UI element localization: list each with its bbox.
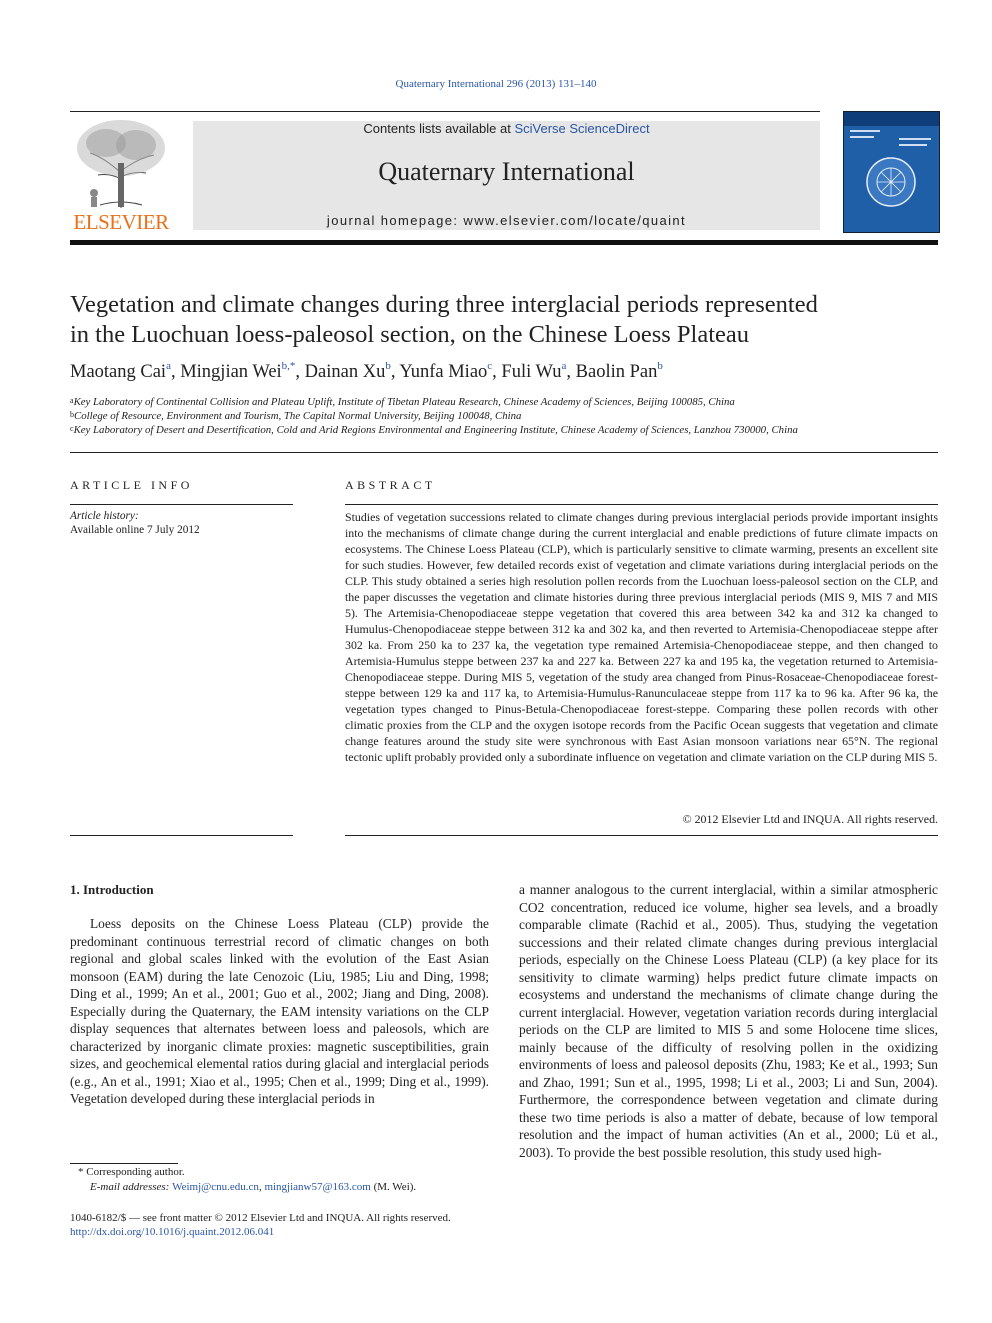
author-affiliation-mark[interactable]: c <box>487 360 493 372</box>
author-list: Maotang Cai$^a$, Mingjian Wei$^{b,*}$, Dainan Xu$^b$, Yunfa Miao$^c$, Fuli Wu$^a$, Baolin Pan$^b$ <box>70 360 663 382</box>
author-affiliation-mark[interactable]: a <box>561 360 567 372</box>
corresponding-author-note: * Corresponding author. <box>78 1166 185 1178</box>
author-affiliation-mark[interactable]: b,* <box>281 360 296 372</box>
title-line-2: in the Luochuan loess-paleosol section, on the Chinese Loess Plateau <box>70 321 750 348</box>
title-line-1: Vegetation and climate changes during three interglacial periods represented <box>70 291 818 318</box>
journal-homepage[interactable]: journal homepage: www.elsevier.com/locate/quaint <box>326 213 687 228</box>
journal-cover-image <box>843 111 940 233</box>
author-affiliation-mark[interactable]: a <box>166 360 171 372</box>
author-name[interactable]: Yunfa Miao <box>399 362 488 382</box>
abstract-copyright: © 2012 Elsevier Ltd and INQUA. All rights reserved. <box>682 812 938 826</box>
article-info-bottom-rule <box>70 835 293 836</box>
header-rule-top <box>70 111 820 112</box>
affiliation-text: Key Laboratory of Continental Collision and Plateau Uplift, Institute of Tibetan Plateau Research, Chinese Academy of Sciences, Beijing 100085, China <box>73 396 735 408</box>
affiliation-mark: a <box>70 396 74 405</box>
abstract-heading: ABSTRACT <box>345 478 436 492</box>
issn-line: 1040-6182/$ — see front matter © 2012 Elsevier Ltd and INQUA. All rights reserved. <box>70 1212 451 1224</box>
abstract-bottom-rule <box>345 835 938 836</box>
article-title <box>70 290 950 350</box>
article-info-heading: ARTICLE INFO <box>70 478 193 492</box>
author-affiliation-mark[interactable]: b <box>657 360 663 372</box>
journal-title: Quaternary International <box>378 157 635 186</box>
author-affiliation-mark[interactable]: b <box>385 360 391 372</box>
affiliation-b <box>70 410 950 422</box>
affiliation-text: College of Resource, Environment and Tourism, The Capital Normal University, Beijing 100048, China <box>74 410 522 422</box>
email-link-1[interactable]: Weimj@cnu.edu.cn <box>172 1181 259 1193</box>
author-name[interactable]: Baolin Pan <box>575 362 658 382</box>
intro-column-2: a manner analogous to the current interglacial, within a similar atmospheric CO2 concentration, reduced ice volume, higher sea levels, and a broadly comparable climate (Rachid et al., 2005). Thus, studying the vegetation successions and their related climate changes during previous interglacial periods, especially on the Chinese Loess Plateau (CLP) (a key place for its sensitivity to climate warming) helps predict future climate impacts on ecosystems and understand the mechanisms of climate change during the current interglacial. However, vegetation variation records during interglacial periods on the CLP are limited to MIS 5 and some Holocene time slices, mainly because of the difficulty of resolving pollen in the oxidizing environments of loess and paleosol deposits (Zhu, 1983; Ke et al., 1993; Sun and Zhao, 1991; Sun et al., 1995, 1998; Li et al., 2003; Li and Sun, 2004). Furthermore, the correspondence between vegetation and climate during these two time periods is also a matter of debate, because of low temporal resolution and the impact of human activities (An et al., 2000; Lü et al., 2003). To provide the best possible resolution, this study used high- <box>519 882 938 1160</box>
article-history-label: Article history: <box>70 510 139 522</box>
affiliation-c <box>70 424 950 436</box>
intro-column-1: Loess deposits on the Chinese Loess Plateau (CLP) provide the predominant continuous terrestrial record of climatic changes on both regional and global scales linked with the evolution of the East Asian monsoon (EAM) during the late Cenozoic (Liu, 1985; Liu and Ding, 1998; Ding et al., 1999; An et al., 2001; Guo et al., 2002; Jiang and Ding, 2008). Especially during the Quaternary, the EAM intensity variations on the CLP display sequences that alternates between loess and paleosols, which are characterized by inorganic climate proxies: magnetic susceptibilities, grain sizes, and geochemical elemental ratios during glacial and interglacial periods (e.g., An et al., 1991; Xiao et al., 1995; Chen et al., 1999; Ding et al., 1999). Vegetation developed during these interglacial periods in <box>70 916 489 1106</box>
footnote-rule <box>70 1163 178 1164</box>
affiliation-a <box>70 396 950 408</box>
sciencedirect-link[interactable]: SciVerse ScienceDirect <box>514 121 650 136</box>
doi-link[interactable]: http://dx.doi.org/10.1016/j.quaint.2012.06.041 <box>70 1226 275 1238</box>
article-history-value: Available online 7 July 2012 <box>70 524 200 536</box>
elsevier-wordmark: ELSEVIER <box>73 210 169 234</box>
abstract-rule <box>345 504 938 505</box>
affiliation-mark: b <box>70 410 74 419</box>
abstract-text: Studies of vegetation successions related to climate changes during previous interglacial periods provide important insights into the mechanisms of climate change during the current interglacial and enable predictions of future climate impacts on ecosystems. The Chinese Loess Plateau (CLP), which is particularly sensitive to climate warming, presents an excellent site for such studies. However, few detailed records exist of vegetation and climate variations during interglacial periods on the CLP. This study obtained a series high resolution pollen records from the Luochuan loess-paleosol section on the CLP, and the paper discusses the vegetation and climate histories during three previous interglacial periods (MIS 9, MIS 7 and MIS 5). The Artemisia-Chenopodiaceae steppe vegetation that covered this area between 342 ka and 312 ka changed to Humulus-Chenopodiaceae steppe between 312 ka and 302 ka, and then reverted to Artemisia-Chenopodiaceae steppe after 302 ka. From 250 ka to 237 ka, the vegetation type remained Artemisia-Chenopodiaceae steppe, and then changed to Artemisia-Humulus steppe between 237 ka and 227 ka. Between 227 ka and 195 ka, the vegetation returned to Artemisia-Chenopodiaceae steppe. During MIS 5, vegetation of the study area changed from Pinus-Rosaceae-Chenopodiaceae forest-steppe between 129 ka and 117 ka, to Artemisia-Humulus-Ranunculaceae steppe from 117 ka to 96 ka. After 96 ka, the vegetation types changed to Pinus-Betula-Chenopodiaceae forest-steppe. Comparing these pollen records with other climatic proxies from the CLP and the oxygen isotope records from the Pacific Ocean suggests that vegetation and climate change features around the study site were synchronous with East Asian monsoon variations near 65°N. The regional tectonic uplift probably provided only a subordinate influence on vegetation and climate variation on the CLP during MIS 5. <box>345 510 938 764</box>
header-rule-bottom <box>70 240 938 245</box>
article-info-rule <box>70 504 293 505</box>
affiliation-rule <box>70 452 938 453</box>
email-label: E-mail addresses: <box>90 1181 173 1193</box>
journal-reference[interactable]: Quaternary International 296 (2013) 131–140 <box>395 78 597 90</box>
email-note: E-mail addresses: Weimj@cnu.edu.cn, mingjianw57@163.com (M. Wei). <box>90 1181 417 1193</box>
author-name[interactable]: Maotang Cai <box>70 362 167 382</box>
author-name[interactable]: Fuli Wu <box>501 362 562 382</box>
contents-line <box>193 121 820 136</box>
email-suffix: (M. Wei). <box>370 1181 417 1193</box>
author-name[interactable]: Dainan Xu <box>304 362 386 382</box>
contents-prefix: Contents lists available at <box>363 121 515 136</box>
affiliation-text: Key Laboratory of Desert and Desertification, Cold and Arid Regions Environmental and Engineering Institute, Chinese Academy of Sciences, Lanzhou 730000, China <box>73 424 798 436</box>
email-link-2[interactable]: mingjianw57@163.com <box>264 1181 371 1193</box>
introduction-heading: 1. Introduction <box>70 882 154 897</box>
affiliation-mark: c <box>70 424 74 433</box>
author-name[interactable]: Mingjian Wei <box>180 362 282 382</box>
